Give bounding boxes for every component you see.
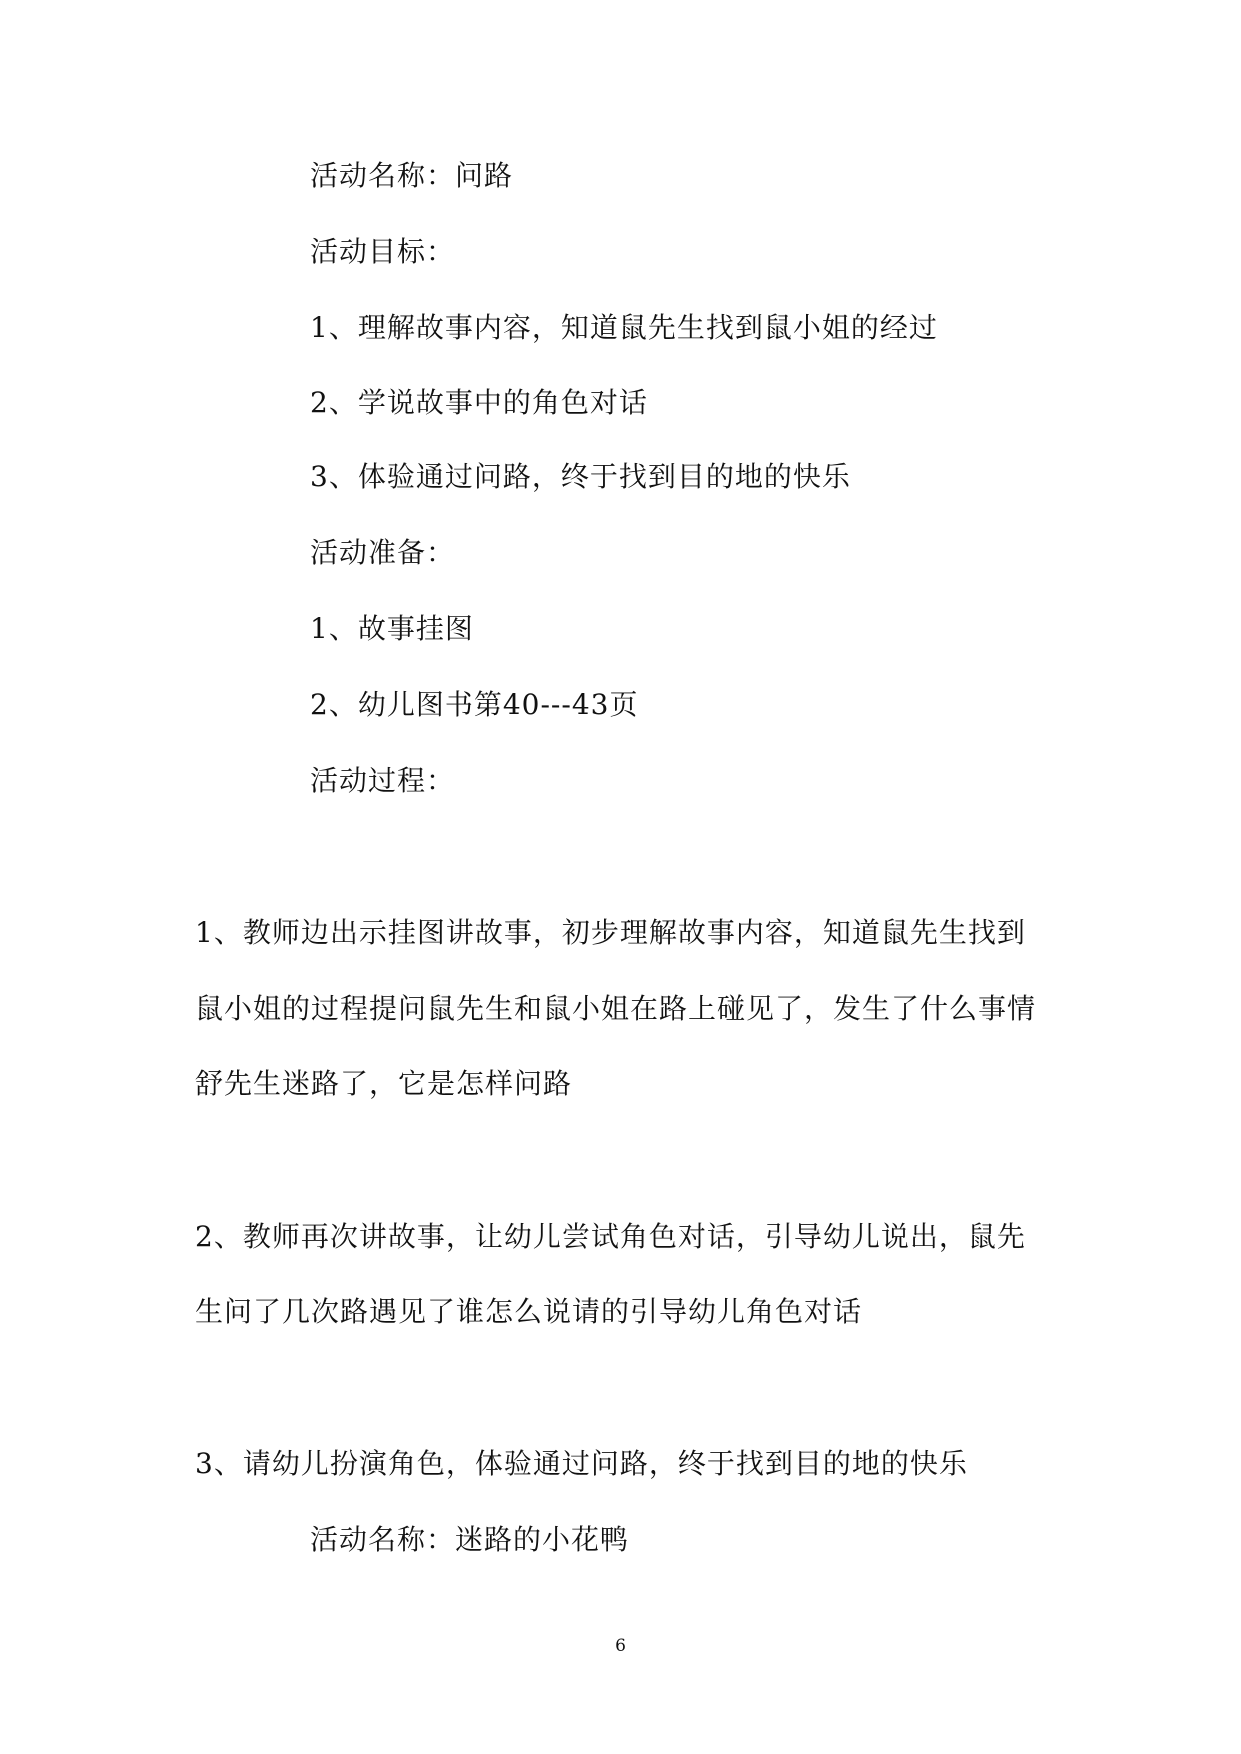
preparation-item-1: 1、故事挂图 [310, 612, 474, 645]
activity-title-line: 活动名称：问路 [310, 159, 514, 192]
process-heading: 活动过程： [310, 764, 456, 797]
preparation-item-2: 2、幼儿图书第40---43页 [310, 688, 639, 721]
process-step-1-line-2: 鼠小姐的过程提问鼠先生和鼠小姐在路上碰见了，发生了什么事情 [195, 992, 1037, 1025]
process-step-1-line-3: 舒先生迷路了，它是怎样问路 [195, 1067, 573, 1100]
process-step-2-line-2: 生问了几次路遇见了谁怎么说请的引导幼儿角色对话 [195, 1295, 863, 1328]
goals-heading: 活动目标： [310, 235, 456, 268]
next-activity-title: 活动名称：迷路的小花鸭 [310, 1523, 630, 1556]
preparation-heading: 活动准备： [310, 536, 456, 569]
page-number: 6 [615, 1636, 626, 1656]
goal-item-1: 1、理解故事内容，知道鼠先生找到鼠小姐的经过 [310, 311, 938, 344]
process-step-3: 3、请幼儿扮演角色，体验通过问路，终于找到目的地的快乐 [195, 1447, 968, 1480]
process-step-1-line-1: 1、教师边出示挂图讲故事，初步理解故事内容，知道鼠先生找到 [195, 916, 1026, 949]
process-step-2-line-1: 2、教师再次讲故事，让幼儿尝试角色对话，引导幼儿说出，鼠先 [195, 1220, 1026, 1253]
goal-item-3: 3、体验通过问路，终于找到目的地的快乐 [310, 460, 851, 493]
goal-item-2: 2、学说故事中的角色对话 [310, 386, 648, 419]
